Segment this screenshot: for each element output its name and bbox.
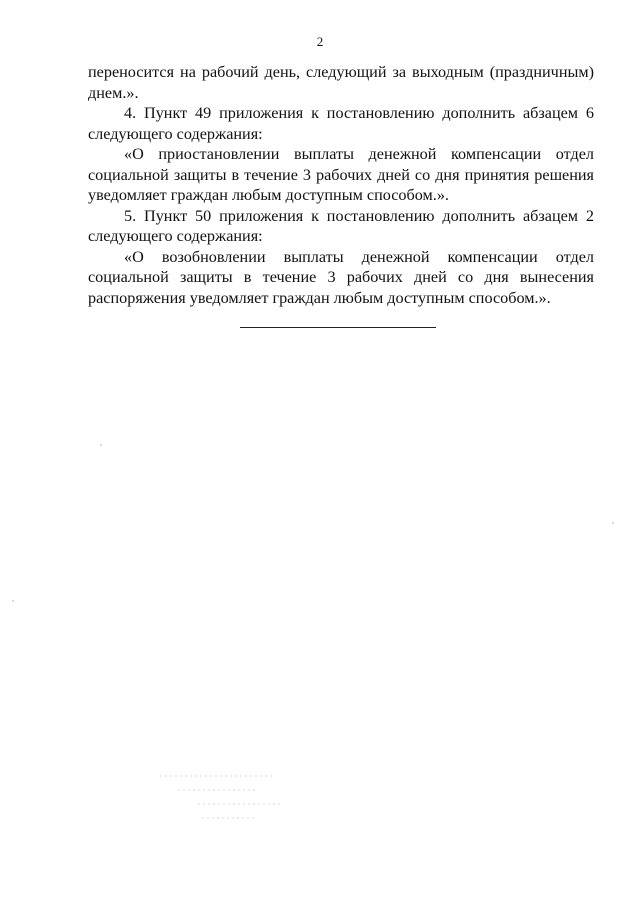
page-number: 2 xyxy=(316,34,324,49)
document-body xyxy=(88,62,594,308)
scan-speck xyxy=(12,600,14,602)
paragraph-quote-resumption: «О возобновлении выплаты денежной компенсации отдел социальной защиты в течение 3 рабочих дней со дня вынесения распоряжения уведомляет граждан любым доступным способом.». xyxy=(88,247,594,307)
paragraph-item-5: 5. Пункт 50 приложения к постановлению дополнить абзацем 2 следующего содержания: xyxy=(88,206,594,245)
separator-line xyxy=(240,327,436,328)
scan-speck xyxy=(612,522,614,524)
paragraph-item-4: 4. Пункт 49 приложения к постановлению дополнить абзацем 6 следующего содержания: xyxy=(88,104,594,143)
scan-speck xyxy=(100,444,102,446)
faded-stamp-icon xyxy=(158,770,298,830)
paragraph-quote-suspension: «О приостановлении выплаты денежной компенсации отдел социальной защиты в течение 3 рабочих дней со дня принятия решения уведомляет граждан любым доступным способом.». xyxy=(88,145,594,204)
paragraph-continuation: переносится на рабочий день, следующий за выходным (праздничным) днем.». xyxy=(88,63,594,102)
